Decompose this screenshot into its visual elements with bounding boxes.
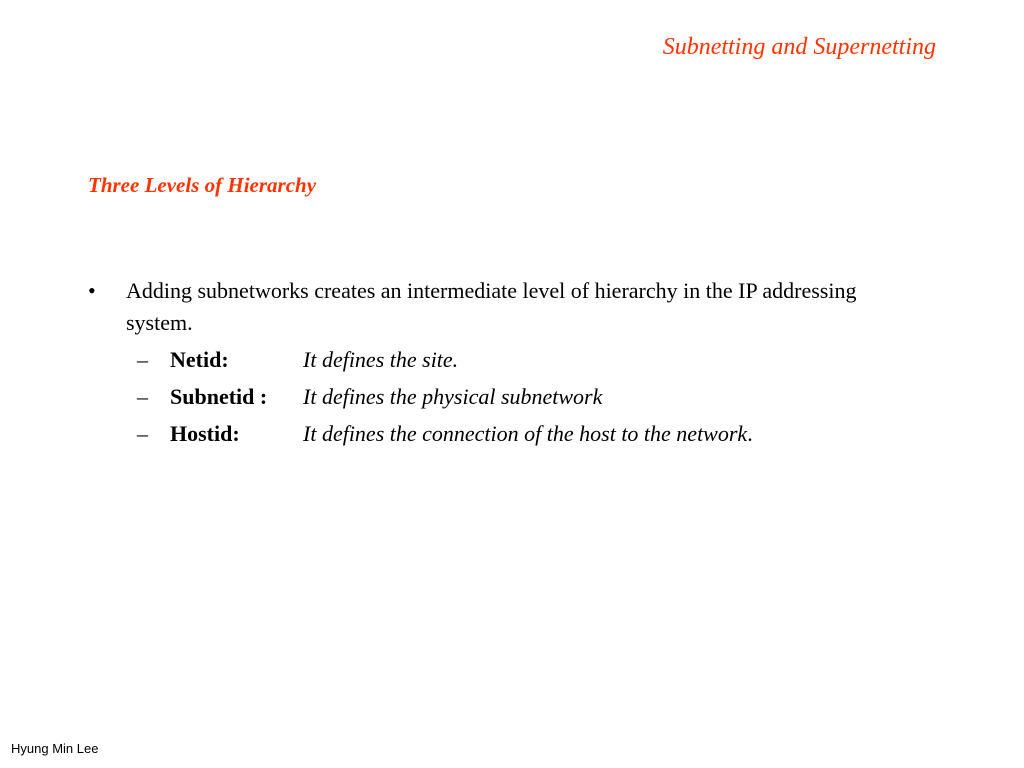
dash-marker: – xyxy=(137,384,148,409)
term-netid: Netid: xyxy=(170,347,229,372)
term-subnetid: Subnetid : xyxy=(170,384,268,409)
footer-author: Hyung Min Lee xyxy=(11,741,99,756)
slide-content xyxy=(88,275,888,455)
term-hostid: Hostid: xyxy=(170,421,240,446)
description-hostid-text: It defines the connection of the host to the network xyxy=(303,421,748,446)
description-netid: It defines the site. xyxy=(303,347,459,372)
sub-item-hostid xyxy=(88,418,888,455)
section-title: Three Levels of Hierarchy xyxy=(88,173,317,197)
sub-list xyxy=(88,344,888,455)
bullet-marker: • xyxy=(88,278,96,303)
sub-item-netid xyxy=(88,344,888,381)
bullet-item xyxy=(88,275,888,339)
slide-header-title: Subnetting and Supernetting xyxy=(662,34,936,60)
description-hostid xyxy=(303,418,753,450)
description-subnetid: It defines the physical subnetwork xyxy=(303,384,603,409)
bullet-text: Adding subnetworks creates an intermediate level of hierarchy in the IP addressing system. xyxy=(126,278,857,335)
dash-marker: – xyxy=(137,347,148,372)
description-hostid-period: . xyxy=(747,421,753,446)
dash-marker: – xyxy=(137,421,148,446)
sub-item-subnetid xyxy=(88,381,888,418)
